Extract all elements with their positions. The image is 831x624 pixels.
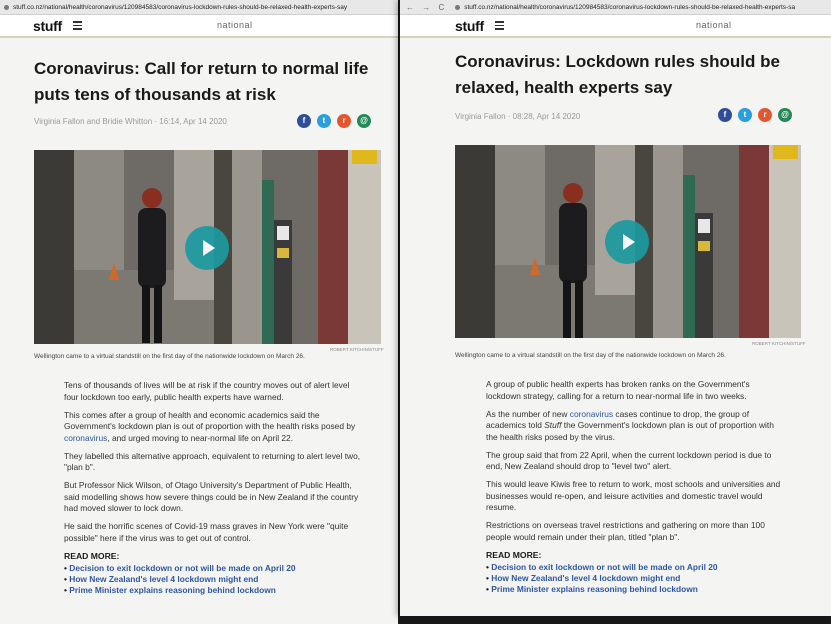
paragraph: The group said that from 22 April, when the current lockdown period is due to end, New Zealand should drop to "level two" alert. — [486, 449, 772, 471]
hamburger-icon[interactable] — [73, 21, 82, 30]
read-more-heading: READ MORE: — [486, 549, 542, 560]
read-more-link[interactable]: • How New Zealand's level 4 lockdown might end — [64, 574, 259, 584]
stuff-logo[interactable]: stuff — [455, 18, 484, 34]
email-icon[interactable]: @ — [778, 108, 792, 122]
section-label[interactable]: national — [217, 20, 253, 30]
photo-credit: ROBERT KITCHIN/STUFF — [752, 341, 806, 346]
paragraph-text: cases continue to drop, the group of academics told — [486, 408, 750, 430]
lock-icon — [4, 5, 9, 10]
read-more-text[interactable]: Prime Minister explains reasoning behind lockdown — [69, 585, 276, 595]
paragraph: This would leave Kiwis free to return to work, most schools and universities and businesses would re-open, and leisure activities and domestic travel would resume. — [486, 479, 781, 512]
paragraph — [64, 410, 364, 445]
paragraph-text: , and urged moving to near-normal life on April 22. — [107, 432, 294, 443]
hamburger-icon[interactable] — [495, 21, 504, 30]
paragraph: Tens of thousands of lives will be at risk if the country moves out of alert level four lockdown too early, public health experts have warned. — [64, 380, 350, 402]
address-bar[interactable] — [0, 0, 398, 15]
paragraph: A group of public health experts has broken ranks on the Government's lockdown strategy, calling for a return to near-normal life in two weeks. — [486, 379, 750, 401]
stuff-italic: Stuff — [544, 420, 562, 430]
read-more-text[interactable]: Prime Minister explains reasoning behind lockdown — [491, 584, 698, 594]
article-photo[interactable] — [455, 145, 801, 338]
paragraph-text: the Government's lockdown plan is out of proportion with the health risks posed by the virus. — [486, 420, 774, 442]
paragraph: But Professor Nick Wilson, of Otago University's Department of Public Health, said modelling shows how severe things could be in New Zealand if the country had moved slower to lock down. — [64, 480, 359, 513]
paragraph-text: This comes after a group of health and economic academics said the Government's lockdown plan is out of proportion with the health risks posed by — [64, 409, 356, 431]
read-more-link[interactable]: • How New Zealand's level 4 lockdown might end — [486, 573, 681, 583]
browser-nav-icons[interactable]: ← → C — [406, 2, 448, 12]
section-label[interactable]: national — [696, 20, 732, 30]
read-more-text[interactable]: How New Zealand's level 4 lockdown might end — [491, 573, 681, 583]
article-headline: Coronavirus: Call for return to normal life puts tens of thousands at risk — [34, 59, 369, 104]
url-text[interactable]: stuff.co.nz/national/health/coronavirus/120984583/coronavirus-lockdown-rules-should-be-relaxed-health-experts-say — [13, 3, 348, 11]
article-headline: Coronavirus: Lockdown rules should be relaxed, health experts say — [455, 52, 780, 97]
play-icon[interactable] — [185, 226, 229, 270]
read-more-link[interactable]: • Decision to exit lockdown or not will be made on April 20 — [486, 562, 718, 572]
photo-credit: ROBERT KITCHIN/STUFF — [330, 347, 384, 352]
twitter-icon[interactable]: t — [317, 114, 331, 128]
email-icon[interactable]: @ — [357, 114, 371, 128]
photo-caption: Wellington came to a virtual standstill on the first day of the nationwide lockdown on March 26. — [34, 353, 305, 360]
coronavirus-link[interactable]: coronavirus — [569, 408, 614, 419]
photo-caption: Wellington came to a virtual standstill on the first day of the nationwide lockdown on March 26. — [455, 352, 726, 359]
reddit-icon[interactable]: r — [337, 114, 351, 128]
byline: Virginia Fallon and Bridie Whitton · 16:14, Apr 14 2020 — [34, 117, 227, 126]
reddit-icon[interactable]: r — [758, 108, 772, 122]
read-more-link[interactable]: • Prime Minister explains reasoning behind lockdown — [486, 584, 698, 594]
read-more-link[interactable]: • Prime Minister explains reasoning behind lockdown — [64, 585, 276, 595]
paragraph — [486, 409, 782, 444]
read-more-heading: READ MORE: — [64, 550, 120, 561]
article-body — [486, 379, 782, 595]
site-header — [0, 15, 398, 38]
facebook-icon[interactable]: f — [297, 114, 311, 128]
site-header — [400, 15, 831, 38]
play-icon[interactable] — [605, 220, 649, 264]
lock-icon — [455, 5, 460, 10]
paragraph: Restrictions on overseas travel restrictions and gathering on more than 100 people would remain under their plan, titled "plan b". — [486, 520, 765, 542]
byline: Virginia Fallon · 08:28, Apr 14 2020 — [455, 112, 581, 121]
coronavirus-link[interactable]: coronavirus — [64, 432, 108, 443]
read-more-text[interactable]: Decision to exit lockdown or not will be made on April 20 — [69, 563, 296, 573]
article-photo[interactable] — [34, 150, 381, 344]
share-bar — [297, 114, 371, 128]
stuff-logo[interactable]: stuff — [33, 18, 62, 34]
article-body — [64, 380, 364, 596]
facebook-icon[interactable]: f — [718, 108, 732, 122]
twitter-icon[interactable]: t — [738, 108, 752, 122]
share-bar — [718, 108, 792, 122]
paragraph-text: As the number of new — [486, 408, 570, 419]
left-browser-window — [0, 0, 398, 624]
url-text[interactable]: stuff.co.nz/national/health/coronavirus/120984583/coronavirus-lockdown-rules-should-be-relaxed-health-experts-sa — [464, 3, 796, 11]
read-more-text[interactable]: Decision to exit lockdown or not will be made on April 20 — [491, 562, 718, 572]
read-more-text[interactable]: How New Zealand's level 4 lockdown might end — [69, 574, 259, 584]
read-more-link[interactable]: • Decision to exit lockdown or not will be made on April 20 — [64, 563, 296, 573]
paragraph: They labelled this alternative approach, equivalent to returning to alert level two, "plan b". — [64, 450, 361, 472]
paragraph: He said the horrific scenes of Covid-19 mass graves in New York were "quite possible" here if the virus was to get out of control. — [64, 521, 349, 543]
address-bar[interactable] — [400, 0, 831, 15]
